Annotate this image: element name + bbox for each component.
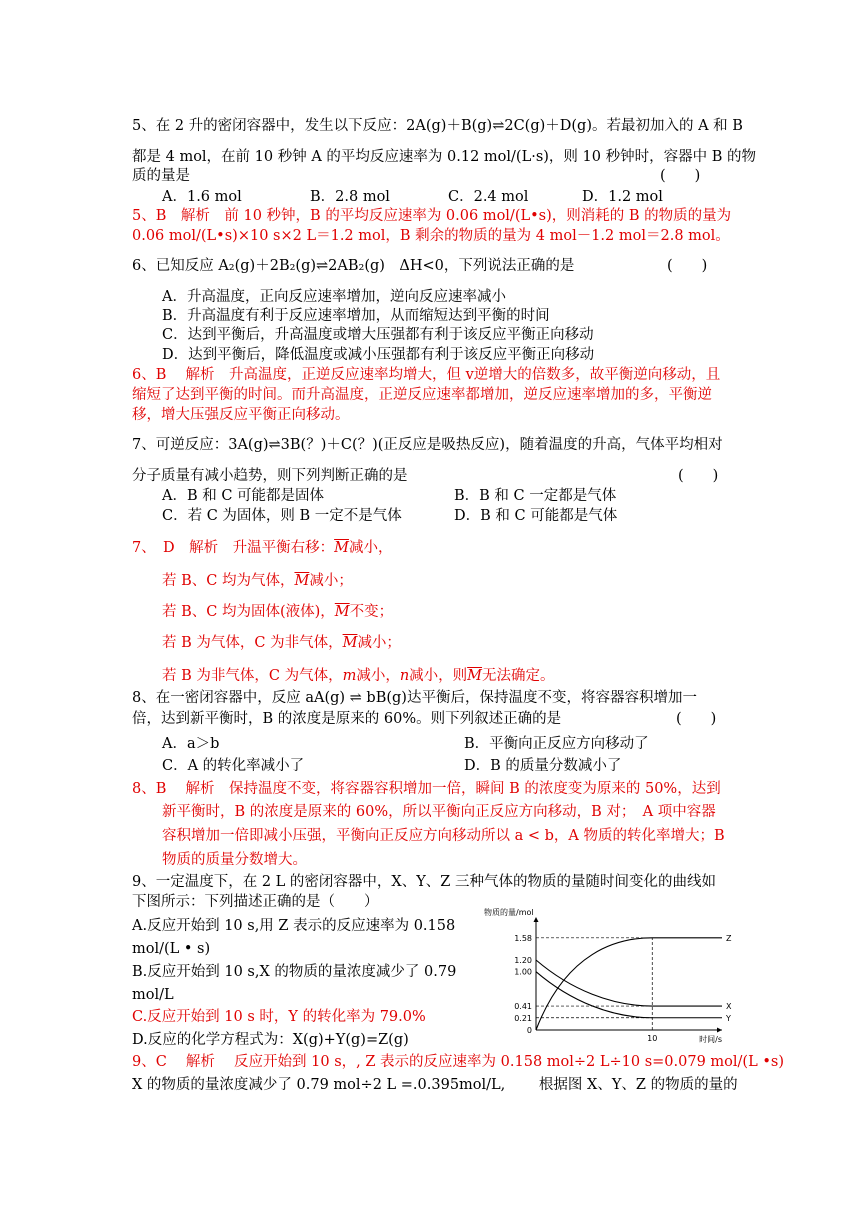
chart-series-label: X	[726, 1002, 732, 1012]
q8-line1: 8、在一密闭容器中，反应 aA(g) ⇌ bB(g)达平衡后，保持温度不变，将容器容积增加一	[132, 690, 697, 706]
q6-option-b: B．升高温度有利于反应速率增加，从而缩短达到平衡的时间	[162, 308, 550, 324]
q8-answer-line3: 容积增加一倍即减小压强，平衡向正反应方向移动所以 a < b，A 物质的转化率增大；B	[162, 828, 725, 844]
chart-x-arrow	[717, 1028, 722, 1033]
m-bar-symbol: $\overline{M}$	[467, 668, 483, 684]
chart-y-tick-label: 0	[526, 1026, 532, 1035]
q7-answer-line4: 若 B 为气体，C 为非气体，$\overline{M}$减小；	[162, 635, 401, 651]
q7-line2: 分子质量有减小趋势，则下列判断正确的是	[132, 468, 408, 484]
q8-answer-line1: 8、B 解析 保持温度不变，将容器容积增加一倍，瞬间 B 的浓度变为原来的 50%，达到	[132, 781, 721, 797]
q5-option-a: A．1.6 mol	[162, 189, 242, 205]
q5-line3: 质的量是	[132, 168, 190, 184]
chart-y-tick-label: 1.20	[514, 956, 532, 965]
q7-option-b: B．B 和 C 一定都是气体	[454, 488, 617, 504]
q7-option-a: A．B 和 C 可能都是固体	[162, 488, 325, 504]
q9-option-b-line2: mol/L	[132, 987, 174, 1003]
chart-y-tick-label: 0.41	[514, 1002, 532, 1012]
q9-option-a-line1: A.反应开始到 10 s,用 Z 表示的反应速率为 0.158	[132, 918, 456, 934]
m-bar-symbol: $\overline{M}$	[334, 540, 349, 556]
q8-paren: ( )	[676, 711, 717, 727]
q6-answer-line1: 6、B 解析 升高温度，正逆反应速率均增大，但 v逆增大的倍数多，故平衡逆向移动，且	[132, 367, 721, 383]
q5-line2: 都是 4 mol，在前 10 秒钟 A 的平均反应速率为 0.12 mol/(L·s)，则 10 秒钟时，容器中 B 的物	[132, 149, 756, 165]
m-bar-symbol: $\overline{M}$	[294, 573, 310, 589]
chart-y-tick-label: 1.00	[514, 967, 532, 977]
q5-option-b: B．2.8 mol	[310, 189, 390, 205]
q5-option-d: D．1.2 mol	[582, 189, 663, 205]
q8-option-a: A．a＞b	[162, 736, 220, 752]
q7-answer-line2: 若 B、C 均为气体，$\overline{M}$减小；	[162, 573, 353, 589]
q6-answer-line2: 缩短了达到平衡的时间。而升高温度，正逆反应速率都增加，逆反应速率增加的多，平衡逆	[132, 387, 712, 403]
q9-answer-line1: 9、C 解析 反应开始到 10 s，, Z 表示的反应速率为 0.158 mol÷2 L÷10 s=0.079 mol/(L •s)	[132, 1054, 784, 1070]
q8-option-d: D．B 的质量分数减小了	[464, 758, 622, 774]
q6-option-a: A．升高温度，正向反应速率增加，逆向反应速率减小	[162, 289, 506, 305]
q6-answer-line3: 移，增大压强反应平衡正向移动。	[132, 407, 350, 423]
q9-option-b-line1: B.反应开始到 10 s,X 的物质的量浓度减少了 0.79	[132, 964, 457, 980]
q7-answer-line1: 7、 D 解析 升温平衡右移：$\overline{M}$减小，	[132, 540, 393, 556]
q5-line1: 5、在 2 升的密闭容器中，发生以下反应：2A(g)＋B(g)⇌2C(g)＋D(g)。若最初加入的 A 和 B	[132, 118, 743, 134]
amount-vs-time-chart	[484, 905, 734, 1045]
chart-series-label: Y	[726, 1013, 731, 1023]
q8-line2: 倍，达到新平衡时，B 的浓度是原来的 60%。则下列叙述正确的是	[132, 711, 562, 727]
chart-series-line	[536, 972, 722, 1018]
q6-option-d: D．达到平衡后，降低温度或减小压强都有利于该反应平衡正向移动	[162, 347, 595, 363]
chart-y-tick-label: 1.58	[514, 933, 532, 943]
q8-answer-line4: 物质的质量分数增大。	[162, 852, 307, 868]
q5-option-c: C．2.4 mol	[448, 189, 529, 205]
q9-line1: 9、一定温度下，在 2 L 的密闭容器中，X、Y、Z 三种气体的物质的量随时间变化的曲线如	[132, 874, 716, 890]
chart-series-label: Z	[726, 933, 732, 943]
q9-line2: 下图所示：下列描述正确的是（ ）	[132, 894, 379, 910]
q7-answer-line3: 若 B、C 均为固体(液体)，$\overline{M}$不变；	[162, 604, 394, 620]
chart-x-tick-label: 10	[647, 1034, 658, 1043]
chart-y-arrow	[534, 917, 539, 922]
q7-line1: 7、可逆反应：3A(g)⇌3B(？)＋C(？)(正反应是吸热反应)，随着温度的升高，气体平均相对	[132, 437, 723, 453]
q9-option-d: D.反应的化学方程式为：X(g)+Y(g)=Z(g)	[132, 1032, 409, 1048]
q7-paren: ( )	[678, 468, 719, 484]
q8-option-c: C．A 的转化率减小了	[162, 758, 305, 774]
q8-option-b: B．平衡向正反应方向移动了	[464, 736, 649, 752]
chart-y-axis-label: 物质的量/mol	[484, 908, 534, 917]
q5-answer-line1: 5、B 解析 前 10 秒钟，B 的平均反应速率为 0.06 mol/(L•s)，则消耗的 B 的物质的量为	[132, 208, 732, 224]
q5-answer-line2: 0.06 mol/(L•s)×10 s×2 L＝1.2 mol，B 剩余的物质的量为 4 mol－1.2 mol＝2.8 mol。	[132, 228, 730, 244]
q6-option-c: C．达到平衡后，升高温度或增大压强都有利于该反应平衡正向移动	[162, 327, 594, 343]
q9-option-c: C.反应开始到 10 s 时，Y 的转化率为 79.0%	[132, 1009, 426, 1025]
chart-x-axis-label: 时间/s	[699, 1035, 722, 1044]
chart-series-line	[536, 960, 722, 1006]
q6-line1: 6、已知反应 A₂(g)＋2B₂(g)⇌2AB₂(g) ΔH<0，下列说法正确的是	[132, 258, 575, 274]
q8-answer-line2: 新平衡时，B 的浓度是原来的 60%，所以平衡向正反应方向移动，B 对； A 项中容器	[162, 804, 716, 820]
m-bar-symbol: $\overline{M}$	[334, 604, 350, 620]
q7-answer-line5: 若 B 为非气体，C 为气体，m减小，n减小，则$\overline{M}$无法确定。	[162, 668, 555, 684]
chart-y-tick-label: 0.21	[514, 1013, 532, 1023]
q9-option-a-line2: mol/(L • s)	[132, 941, 211, 957]
q7-option-c: C．若 C 为固体，则 B 一定不是气体	[162, 508, 402, 524]
m-bar-symbol: $\overline{M}$	[342, 635, 358, 651]
q7-option-d: D．B 和 C 可能都是气体	[454, 508, 618, 524]
q5-paren: ( )	[660, 168, 701, 184]
q6-paren: ( )	[667, 258, 708, 274]
q9-answer-line2: X 的物质的量浓度减少了 0.79 mol÷2 L =.0.395mol/L, 根据图 X、Y、Z 的物质的量的	[132, 1077, 738, 1093]
